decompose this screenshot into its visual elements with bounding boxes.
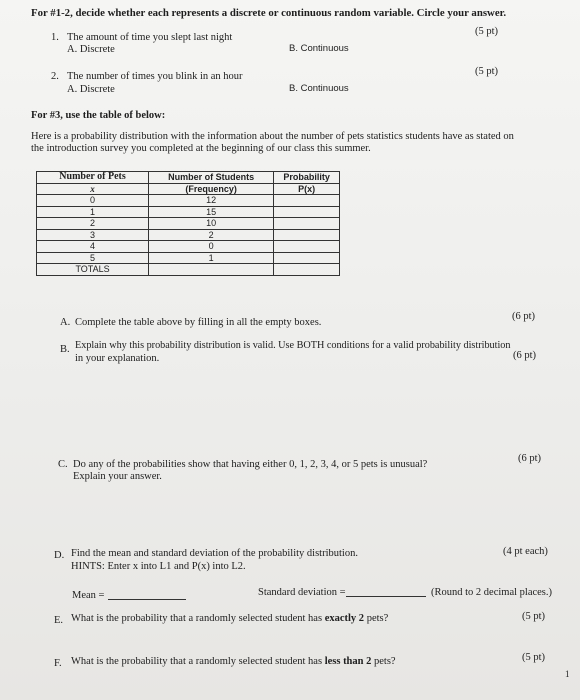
part-f-label: F. (54, 658, 62, 669)
sd-label: Standard deviation = (258, 587, 346, 598)
cell-probability[interactable] (274, 252, 340, 264)
part-f-text (71, 655, 396, 668)
part-b-line-2: in your explanation. (75, 353, 160, 364)
header-probability: Probability (274, 172, 340, 184)
table-row (37, 206, 340, 218)
totals-frequency[interactable] (149, 264, 274, 276)
q1-points: (5 pt) (475, 26, 499, 37)
part-d-label: D. (54, 550, 65, 561)
header-number-of-students: Number of Students (149, 172, 274, 184)
cell-frequency: 15 (149, 206, 274, 218)
part-e-label: E. (54, 615, 64, 626)
mean-answer-blank[interactable] (108, 599, 186, 600)
part-f-points: (5 pt) (522, 652, 546, 663)
totals-probability[interactable] (274, 264, 340, 276)
table-row (37, 241, 340, 253)
q3-header: For #3, use the table of below: (31, 110, 166, 121)
part-d-points: (4 pt each) (503, 546, 548, 557)
part-c-line-1: Do any of the probabilities show that having either 0, 1, 2, 3, 4, or 5 pets is unusual? (73, 459, 428, 470)
header-x: x (37, 183, 149, 195)
part-c-line-2: Explain your answer. (73, 471, 162, 482)
round-note: (Round to 2 decimal places.) (431, 587, 553, 598)
q1-text: The amount of time you slept last night (67, 32, 233, 43)
part-e-pre: What is the probability that a randomly selected student has (71, 613, 325, 624)
q1-option-a[interactable]: A. Discrete (67, 44, 115, 55)
cell-probability[interactable] (274, 229, 340, 241)
part-c-label: C. (58, 459, 68, 470)
table-row (37, 252, 340, 264)
part-b-line-1: Explain why this probability distribution is valid. Use BOTH conditions for a valid probability distribution (75, 340, 511, 351)
cell-probability[interactable] (274, 241, 340, 253)
q2-text: The number of times you blink in an hour (67, 71, 243, 82)
cell-frequency: 12 (149, 195, 274, 207)
cell-x: 4 (37, 241, 149, 253)
cell-x: 0 (37, 195, 149, 207)
page-number: 1 (565, 669, 570, 679)
cell-x: 1 (37, 206, 149, 218)
table-row (37, 229, 340, 241)
header-px: P(x) (274, 183, 340, 195)
part-e-points: (5 pt) (522, 611, 546, 622)
intro-line-1: Here is a probability distribution with the information about the number of pets statistics students have as stated on (31, 131, 514, 142)
part-a-text: Complete the table above by filling in all the empty boxes. (75, 317, 322, 328)
cell-probability[interactable] (274, 195, 340, 207)
part-e-bold: exactly 2 (324, 613, 365, 624)
cell-x: 5 (37, 252, 149, 264)
q2-points: (5 pt) (475, 66, 499, 77)
instructions-header: For #1-2, decide whether each represents a discrete or continuous random variable. Circle your answer. (31, 7, 507, 19)
cell-frequency: 2 (149, 229, 274, 241)
pets-table (36, 171, 340, 276)
q2-option-a[interactable]: A. Discrete (67, 84, 115, 95)
cell-frequency: 10 (149, 218, 274, 230)
totals-label: TOTALS (37, 264, 149, 276)
cell-frequency: 1 (149, 252, 274, 264)
q1-number: 1. (51, 32, 59, 43)
header-frequency: (Frequency) (149, 183, 274, 195)
cell-frequency: 0 (149, 241, 274, 253)
cell-probability[interactable] (274, 206, 340, 218)
sd-answer-blank[interactable] (346, 596, 426, 597)
table-row (37, 195, 340, 207)
cell-x: 3 (37, 229, 149, 241)
q2-number: 2. (51, 71, 59, 82)
header-number-of-pets: Number of Pets (37, 172, 149, 184)
part-b-points: (6 pt) (513, 350, 537, 361)
part-b-label: B. (60, 344, 70, 355)
part-e-text (71, 612, 388, 625)
mean-label: Mean = (72, 590, 105, 601)
part-f-bold: less than 2 (324, 656, 372, 667)
part-f-post: pets? (371, 656, 396, 667)
part-f-pre: What is the probability that a randomly selected student has (71, 656, 325, 667)
part-e-post: pets? (364, 613, 389, 624)
intro-line-2: the introduction survey you completed at the beginning of our class this summer. (31, 143, 371, 154)
table-row (37, 218, 340, 230)
q2-option-b[interactable]: B. Continuous (289, 83, 349, 94)
part-a-label: A. (60, 317, 71, 328)
part-c-points: (6 pt) (518, 453, 542, 464)
table-totals-row (37, 264, 340, 276)
cell-x: 2 (37, 218, 149, 230)
table-header-row-2 (37, 183, 340, 195)
cell-probability[interactable] (274, 218, 340, 230)
part-a-points: (6 pt) (512, 311, 536, 322)
q1-option-b[interactable]: B. Continuous (289, 43, 349, 54)
part-d-line-1: Find the mean and standard deviation of the probability distribution. (71, 548, 358, 559)
table-header-row (37, 172, 340, 184)
part-d-line-2: HINTS: Enter x into L1 and P(x) into L2. (71, 561, 246, 572)
